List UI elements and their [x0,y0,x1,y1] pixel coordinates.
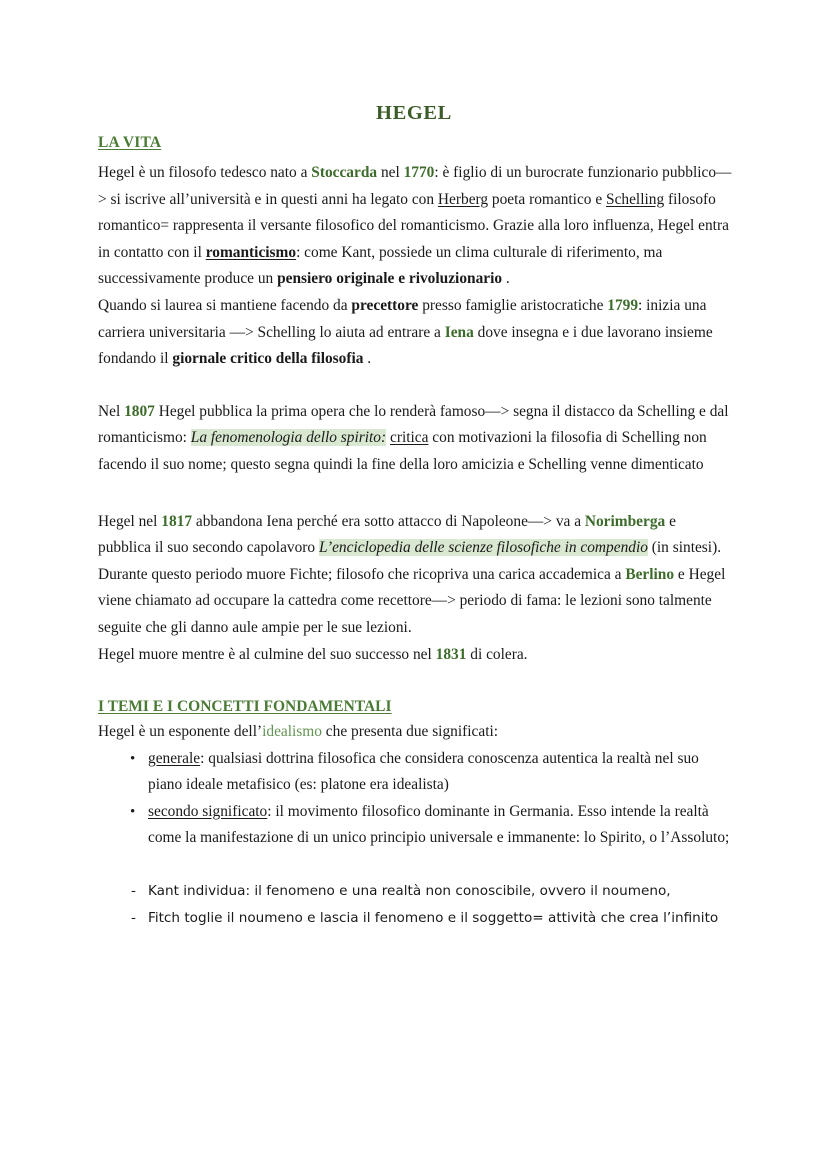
section-spacer [98,668,732,698]
highlight-place-iena: Iena [444,323,474,341]
text-run: Hegel è un esponente dell’ [98,723,263,741]
underlined-word-critica: critica [390,429,429,447]
highlighted-work-enciclopedia: L’enciclopedia delle scienze filosofiche in compendio [318,539,648,557]
list-spacer [98,852,732,878]
list-item [98,746,732,799]
highlight-place-berlino: Berlino [625,565,675,583]
bold-underlined-term-romanticismo: romanticismo [205,243,297,261]
bullet-list-significati [98,746,732,852]
text-run: . [363,350,372,368]
text-run: che presenta due significati: [321,723,499,741]
document-body [98,134,732,932]
text-run: Quando si laurea si mantiene facendo da [98,296,352,314]
paragraph-vita-2 [98,293,732,373]
text-run: dove insegna e i due lavorano insieme fondando il [98,323,713,368]
list-item-label: generale [148,749,201,767]
highlight-place-stoccarda: Stoccarda [311,164,378,181]
highlight-year-1817: 1817 [161,512,193,530]
text-run: di colera. [466,645,528,663]
text-run: nel [377,164,404,181]
dash-list-filosofi [98,878,732,932]
text-run: filosofo romantico= rappresenta il versante filosofico del romanticismo. Grazie alla loro influenza, Hegel entra in contatto con il [98,190,729,261]
underlined-name-herberg: Herberg [437,190,489,208]
underlined-name-schelling: Schelling [606,190,665,208]
section-heading-temi: I TEMI E I CONCETTI FONDAMENTALI [98,698,392,716]
paragraph-vita-4 [98,509,732,642]
bold-term-precettore: precettore [351,296,419,314]
text-run: Nel [98,402,125,420]
text-run: Hegel è un filosofo tedesco nato a [98,164,312,181]
text-run: . [502,270,510,288]
highlight-place-norimberga: Norimberga [584,512,666,530]
text-run: : come Kant, possiede un clima culturale di riferimento, ma successivamente produce un [98,243,663,288]
section-heading-la-vita: LA VITA [98,134,162,151]
paragraph-vita-3 [98,399,732,479]
text-run: Hegel muore mentre è al culmine del suo successo nel [98,645,436,663]
list-item [98,799,732,852]
text-run: presso famiglie aristocratiche [418,296,608,314]
paragraph-spacer [98,373,732,399]
paragraph-vita-1 [98,160,732,293]
highlight-term-idealismo: idealismo [262,723,322,741]
text-run: con motivazioni la filosofia di Schelling non facendo il suo nome; questo segna quindi la fine della loro amicizia e Schelling venne dimenticato [98,429,707,473]
paragraph-temi-intro [98,719,732,746]
text-run: : è figlio di un burocrate funzionario pubblico—> si iscrive all’università e in questi anni ha legato con [98,164,732,208]
highlight-year-1799: 1799 [607,296,639,314]
bold-term-pensiero-originale: pensiero originale e rivoluzionario [277,270,503,288]
highlight-year-1831: 1831 [435,645,467,663]
list-item-text: : il movimento filosofico dominante in Germania. Esso intende la realtà come la manifestazione di un unico principio universale e immanente: lo Spirito, o l’Assoluto; [148,802,730,847]
list-item-text: : qualsiasi dottrina filosofica che considera conoscenza autentica la realtà nel suo piano ideale metafisico (es: platone era idealista) [148,749,699,794]
text-run: Hegel pubblica la prima opera che lo renderà famoso—> segna il distacco da Schelling e dal romanticismo: [98,402,729,447]
highlighted-work-fenomenologia: La fenomenologia dello spirito: [190,429,387,447]
text-run: abbandona Iena perché era sotto attacco di Napoleone—> va a [192,512,585,530]
text-run: e pubblica il suo secondo capolavoro [98,512,676,557]
bold-term-giornale-critico: giornale critico della filosofia [172,350,364,368]
highlight-year-1807: 1807 [124,402,155,420]
paragraph-vita-5 [98,642,732,669]
page-title: HEGEL [376,102,452,124]
highlight-year-1770: 1770 [403,164,435,181]
list-item-label: secondo significato [148,802,268,820]
list-item: - Kant individua: il fenomeno e una realtà non conoscibile, ovvero il noumeno, [98,878,732,905]
text-run: e Hegel viene chiamato ad occupare la cattedra come recettore—> periodo di fama: le lezioni sono talmente seguite che gli danno aule ampie per le sue lezioni. [98,565,726,636]
text-run: poeta romantico e [488,190,607,208]
paragraph-spacer [98,479,732,509]
list-item: - Fitch toglie il noumeno e lascia il fenomeno e il soggetto= attività che crea l’infinito [98,905,732,932]
text-run: (in sintesi). Durante questo periodo muore Fichte; filosofo che ricopriva una carica accademica a [98,539,722,583]
text-run: : inizia una carriera universitaria —> Schelling lo aiuta ad entrare a [98,296,707,341]
text-run: Hegel nel [98,512,162,530]
